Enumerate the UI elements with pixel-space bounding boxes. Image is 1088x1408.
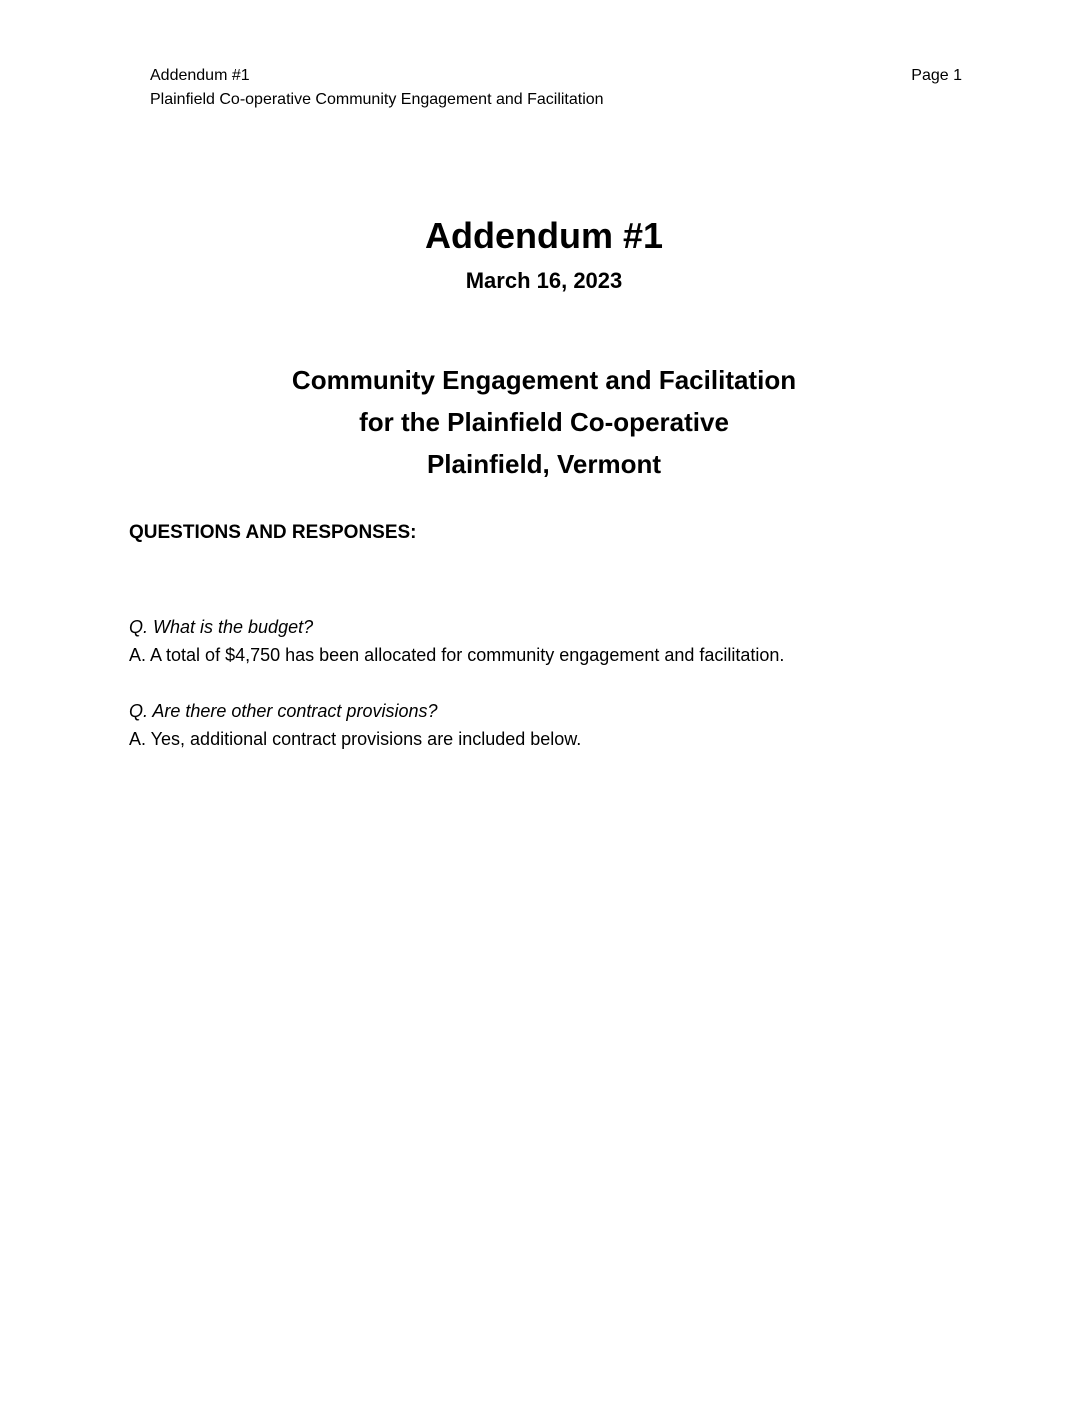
qa-item <box>129 697 989 753</box>
question-text: Q. What is the budget? <box>129 617 314 637</box>
page-number: Page 1 <box>911 67 962 84</box>
answer-text: A. Yes, additional contract provisions are included below. <box>129 729 582 749</box>
answer-text: A. A total of $4,750 has been allocated for community engagement and facilitation. <box>129 645 785 665</box>
header-doc-title: Addendum #1 <box>150 67 250 84</box>
document-title: Addendum #1 <box>424 215 664 256</box>
question-text: Q. Are there other contract provisions? <box>129 701 438 721</box>
qa-list <box>129 613 989 781</box>
document-date: March 16, 2023 <box>465 268 623 293</box>
project-title-block <box>0 359 1088 485</box>
page-header <box>150 64 962 112</box>
title-block <box>0 212 1088 296</box>
project-title-line-1: Community Engagement and Facilitation <box>291 365 797 395</box>
header-project-name: Plainfield Co-operative Community Engagement and Facilitation <box>150 91 604 108</box>
section-heading: QUESTIONS AND RESPONSES: <box>129 522 417 543</box>
project-location: Plainfield, Vermont <box>426 449 662 479</box>
project-title-line-2: for the Plainfield Co-operative <box>359 407 729 437</box>
qa-item <box>129 613 989 669</box>
